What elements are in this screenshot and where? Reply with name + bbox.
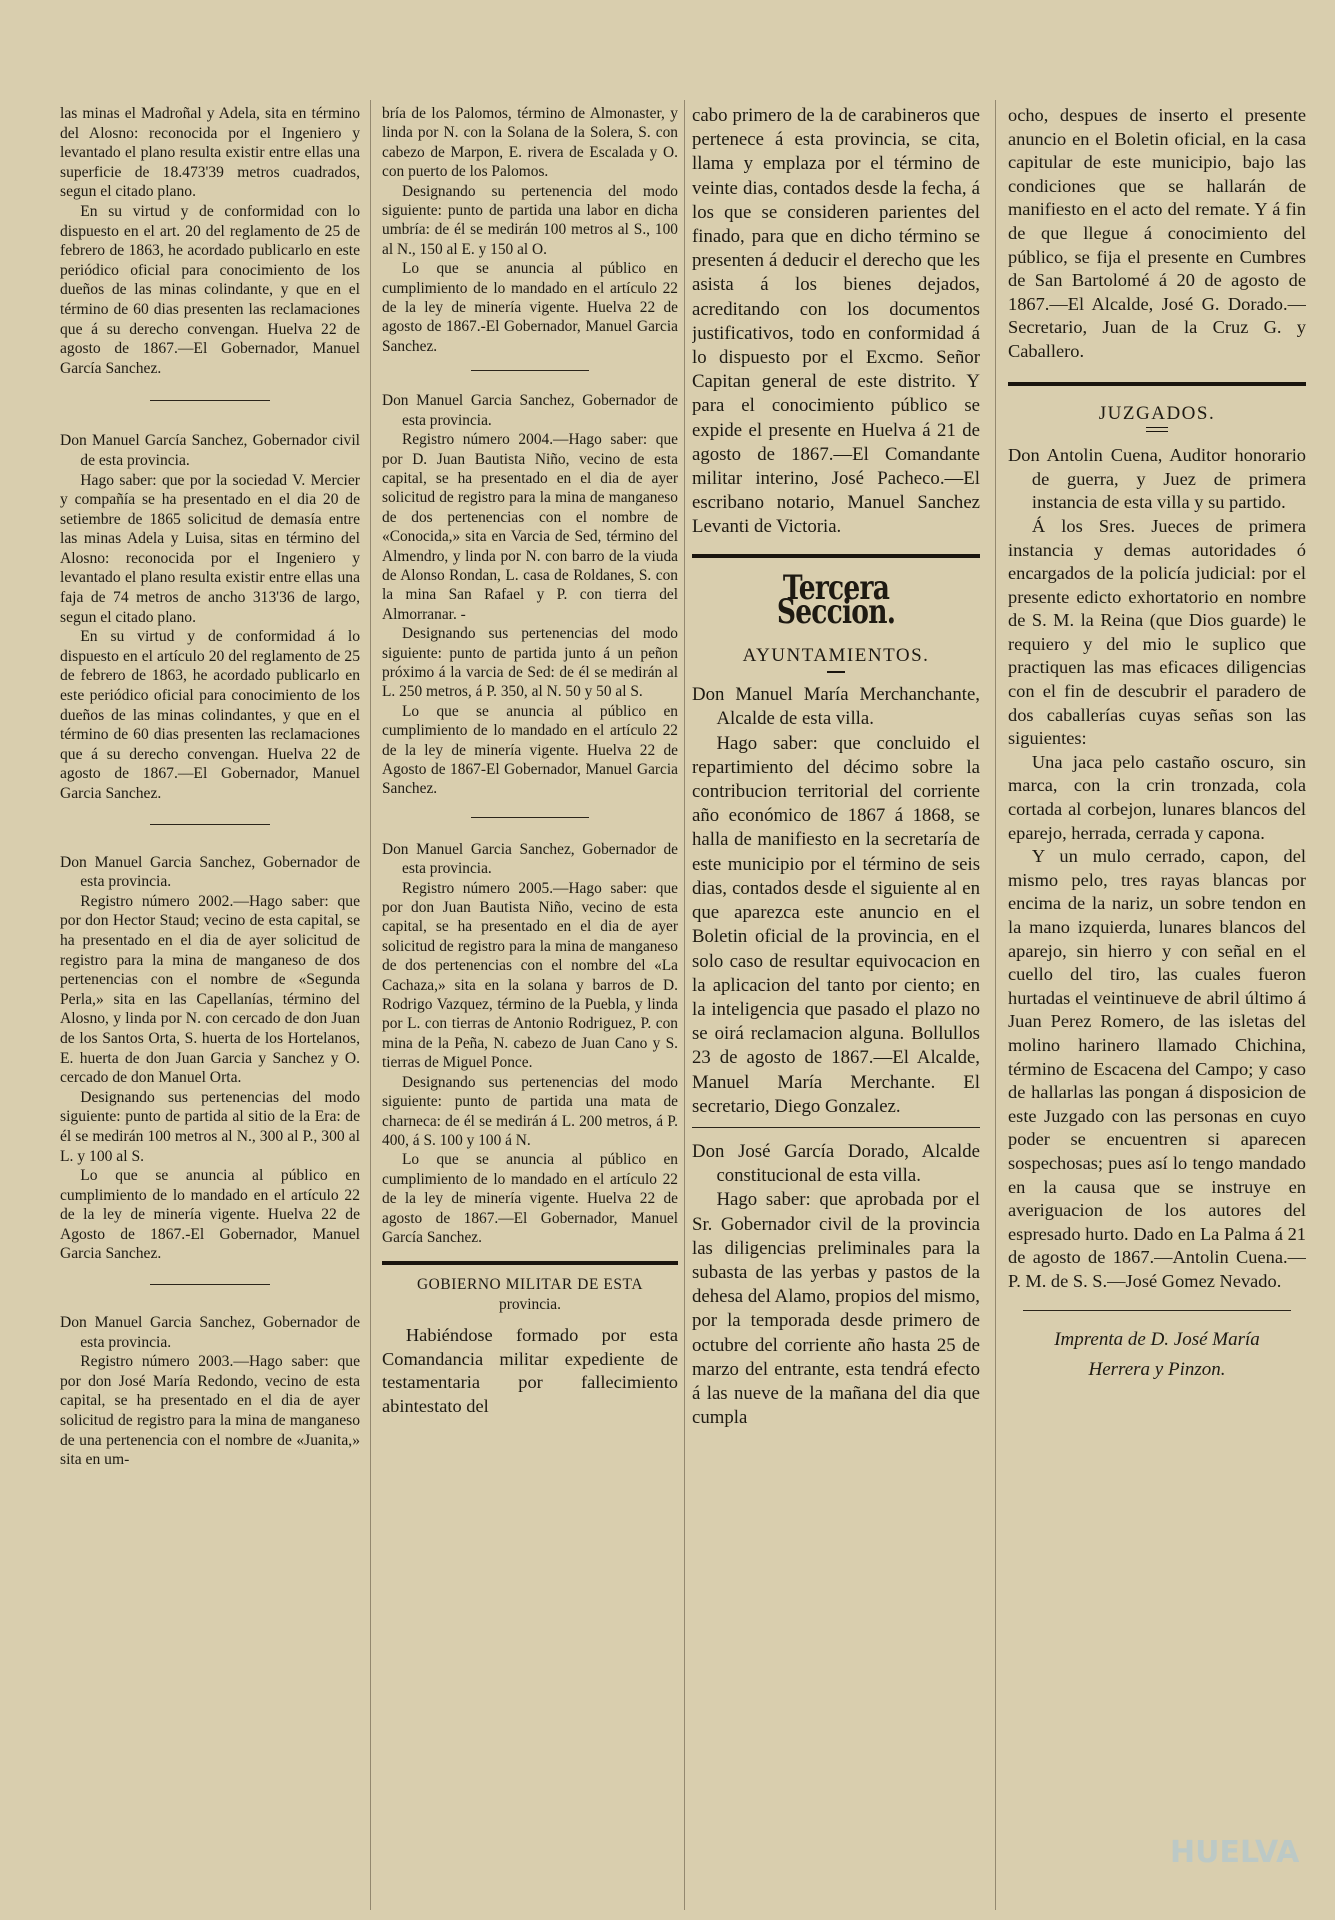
paragraph: Lo que se anuncia al público en cumplimiento de lo mandado en el artículo 22 de la ley de minería vigente. Huelva 22 de Agosto de 1867-El Gobernador, Manuel Garcia Sanchez. — [382, 702, 678, 798]
library-watermark: HUELVA — [1170, 1835, 1300, 1870]
notice-header: Don Manuel María Merchanchante, Alcalde de esta villa. — [692, 684, 980, 730]
notice-header: Don Manuel Garcia Sanchez, Gobernador de esta provincia. — [60, 1314, 360, 1351]
separator — [150, 824, 270, 825]
column-rule — [684, 100, 685, 1910]
separator — [692, 1127, 980, 1128]
paragraph: Hago saber: que por la sociedad V. Mercier y compañía se ha presentado en el dia 20 de setiembre de 1865 solicitud de demasía entre las minas Adela y Luisa, sitas en término del Alosno: reconocida por el Ingeniero y levantado el plano resulta existir entre ellas una faja de 74 metros de ancho 313'36 de largo, segun el citado plano. — [60, 471, 360, 626]
section-heading: AYUNTAMIENTOS. — [742, 645, 930, 667]
heavy-rule — [692, 554, 980, 558]
printer-imprint-line: Herrera y Pinzon. — [1088, 1358, 1226, 1380]
separator — [471, 817, 589, 818]
paragraph: Y un mulo cerrado, capon, del mismo pelo, tres rayas blancas por encima de la nariz, un sobre tendon en la mano izquierda, lunares blancos del aparejo, sin hierro y con señal en el cuello del tiro, las cuales fueron hurtadas el veintinueve de abril último á Juan Perez Romero, de las isletas del molino harinero llamado Chichina, término de Escacena del Campo; y caso de hallarlas las pongan á disposicion de este Juzgado con las personas en cuyo poder se encuentren si aparecen sospechosas; pues así lo tengo mandado en la causa que se instruye en averiguacion de los autores del espresado hurto. Dado en La Palma á 21 de agosto de 1867.—Antolin Cuena.—P. M. de S. S.—José Gomez Nevado. — [1008, 846, 1306, 1291]
paragraph: Designando su pertenencia del modo siguiente: punto de partida una labor en dicha umbría: de él se medirán 100 metros al S., 100 al N., 150 al E. y 150 al O. — [382, 182, 678, 258]
heavy-rule — [1008, 382, 1306, 386]
column-1 — [60, 104, 360, 1470]
column-rule — [370, 100, 371, 1910]
paragraph: Á los Sres. Jueces de primera instancia y demas autoridades ó encargados de la policía judicial: por el presente edicto exhortatorio en nombre de S. M. la Reina (que Dios guarde) le requiero y del mio le suplico que practiquen las mas eficaces diligencias con el fin de descubrir el paradero de dos caballerías cuyas señas son las siguientes: — [1008, 515, 1306, 749]
separator — [1023, 1310, 1291, 1311]
column-2 — [382, 104, 678, 1419]
section-heading: JUZGADOS. — [1098, 402, 1216, 424]
paragraph: Una jaca pelo castaño oscuro, sin marca, con la crin tronzada, cola cortada al corbejon, lunares blancos del eparejo, herrada, cerrada y capona. — [1008, 751, 1306, 843]
paragraph: ocho, despues de inserto el presente anuncio en el Boletin oficial, en la casa capitular de este municipio, bajo las condiciones que se hallarán de manifiesto en el acto del remate. Y á fin de que llegue á conocimiento del público, se fija el presente en Cumbres de San Bartolomé á 20 de agosto de 1867.—El Alcalde, José G. Dorado.—Secretario, Juan de la Cruz G. y Caballero. — [1008, 105, 1306, 361]
printer-imprint — [1008, 1325, 1306, 1385]
paragraph: En su virtud y de conformidad á lo dispuesto en el artículo 20 del reglamento de 25 de febrero de 1863, he acordado publicarlo en este periódico oficial para conocimiento de los dueños de las minas colindantes, y que en el término de 60 dias presenten las reclamaciones que á su derecho convengan. Huelva 22 de agosto de 1867.—El Gobernador, Manuel Garcia Sanchez. — [60, 628, 360, 802]
paragraph: las minas el Madroñal y Adela, sita en término del Alosno: reconocida por el Ingeniero y levantado el plano resulta existir entre ellas una superficie de 18.473'39 metros cuadrados, segun el citado plano. — [60, 105, 360, 201]
section-title: Tercera Seccion. — [776, 567, 896, 632]
paragraph: Registro número 2005.—Hago saber: que por don Juan Bautista Niño, vecino de esta capital, se ha presentado en el dia de ayer solicitud de registro para la mina de manganeso de dos pertenencias con el nombre del «La Cachaza,» sita en la solana y barros de D. Rodrigo Vazquez, término de la Puebla, y linda por L. con tierras de Antonio Rodriguez, P. con mina de la Peña, N. cabezo de Juan Cano y S. tierras de Miguel Ponce. — [382, 879, 678, 1072]
paragraph: Registro número 2004.—Hago saber: que por D. Juan Bautista Niño, vecino de esta capital, se ha presentado en el dia de ayer solicitud de registro para la mina de manganeso de dos pertenencias con el nombre de «Conocida,» sita en Varcia de Sed, término del Almendro, y linda por N. con barro de la viuda de Alonso Rondan, L. casa de Roldanes, S. con la mina San Rafael y P. con tierra del Almorranar. - — [382, 431, 678, 623]
paragraph: Lo que se anuncia al público en cumplimiento de lo mandado en el artículo 22 de la ley de minería vigente. Huelva 22 de Agosto de 1867.-El Gobernador, Manuel Garcia Sanchez. — [60, 1167, 360, 1263]
paragraph: Designando sus pertenencias del modo siguiente: punto de partida al sitio de la Era: de él se medirán 100 metros al N., 300 al P., 300 al L. y 100 al S. — [60, 1088, 360, 1165]
paragraph: En su virtud y de conformidad con lo dispuesto en el art. 20 del reglamento de 25 de febrero de 1863, he acordado publicarlo en este periódico oficial para conocimiento de los dueños de las minas colindante, y que en el término de 60 dias presenten las reclamaciones que á su derecho convengan. Huelva 22 de agosto de 1867.—El Gobernador, Manuel García Sanchez. — [60, 202, 360, 377]
paragraph: Hago saber: que aprobada por el Sr. Gobernador civil de la provincia las diligencias preliminales para la subasta de las yerbas y pastos de la dehesa del Alamo, propios del mismo, por la temporada desde primero de octubre del corriente año hasta 25 de marzo del entrante, esta tendrá efecto á las nueve de la mañana del dia que cumpla — [692, 1189, 980, 1429]
notice-header: Don Manuel García Sanchez, Gobernador civil de esta provincia. — [60, 432, 360, 469]
paragraph: Hago saber: que concluido el repartimiento del décimo sobre la contribucion territorial del corriente año económico de 1867 á 1868, se halla de manifiesto en la secretaría de este municipio por el término de seis dias, contados desde el siguiente al en que aparezca este anuncio en el Boletin oficial de la provincia, en el solo caso de resultar equivocacion en la aplicacion del tanto por ciento; en la inteligencia que pasado el plazo no se oirá reclamacion alguna. Bollullos 23 de agosto de 1867.—El Alcalde, Manuel María Merchante. El secretario, Diego Gonzalez. — [692, 732, 980, 1117]
paragraph: cabo primero de la de carabineros que pertenece á esta provincia, se cita, llama y emplaza por el término de veinte dias, contados desde la fecha, á los que se consideren parientes del finado, para que en dicho término se presenten á deducir el derecho que les asista á los bienes dejados, acreditando con los documentos justificativos, todo en conformidad á lo dispuesto por el Excmo. Señor Capitan general de este distrito. Y para el conocimiento público se expide el presente en Huelva á 21 de agosto de 1867.—El Comandante militar interino, José Pacheco.—El escribano notario, Manuel Sanchez Levanti de Victoria. — [692, 105, 980, 538]
paragraph: Habiéndose formado por esta Comandancia militar expediente de testamentaria por fallecimiento abintestato del — [382, 1325, 678, 1416]
notice-header: Don Manuel Garcia Sanchez, Gobernador de esta provincia. — [382, 392, 678, 429]
paragraph: Registro número 2002.—Hago saber: que por don Hector Staud; vecino de esta capital, se ha presentado en el dia de ayer solicitud de registro para la mina de manganeso de dos pertenencias con el nombre de «Segunda Perla,» sita en las Capellanías, término del Alosno, y linda por N. con cercado de don Juan de los Santos Orta, S. huerta de los Hortelanos, E. huerta de don Juan Garcia y Sanchez y O. cercado de don Manuel Orta. — [60, 892, 360, 1087]
separator — [150, 1284, 270, 1285]
notice-header: Don José García Dorado, Alcalde constitucional de esta villa. — [692, 1140, 980, 1187]
paragraph: Designando sus pertenencias del modo siguiente: punto de partida junto á un peñon próximo á la varcia de Sed: de él se medirán al L. 250 metros, á P. 350, al N. 50 y 50 al S. — [382, 625, 678, 701]
notice-header: Don Manuel Garcia Sanchez, Gobernador de esta provincia. — [60, 853, 360, 891]
separator — [471, 370, 589, 371]
printer-imprint-line: Imprenta de D. José María — [1054, 1328, 1260, 1350]
separator — [150, 400, 270, 401]
section-subheading: provincia. — [499, 1295, 561, 1313]
heavy-rule — [382, 1261, 678, 1265]
short-rule — [827, 671, 845, 673]
notice-header: Don Antolin Cuena, Auditor honorario de guerra, y Juez de primera instancia de esta villa y su partido. — [1008, 445, 1306, 513]
paragraph: Registro número 2003.—Hago saber: que por don José María Redondo, vecino de esta capital, se ha presentado en el dia de ayer solicitud de registro para la mina de manganeso de una pertenencia con el nombre de «Juanita,» sita en um- — [60, 1353, 360, 1469]
double-rule — [1146, 427, 1168, 432]
notice-header: Don Manuel Garcia Sanchez, Gobernador de esta provincia. — [382, 840, 678, 878]
column-rule — [995, 100, 996, 1910]
column-4 — [1008, 104, 1306, 1385]
paragraph: bría de los Palomos, término de Almonaster, y linda por N. con la Solana de la Solera, S. con cabezo de Marpon, E. rivera de Escalada y O. con puerto de los Palomos. — [382, 105, 678, 181]
paragraph: Lo que se anuncia al público en cumplimiento de lo mandado en el artículo 22 de la ley de minería vigente. Huelva 22 de agosto de 1867.-El Gobernador, Manuel Garcia Sanchez. — [382, 260, 678, 355]
column-3 — [692, 104, 980, 1430]
paragraph: Designando sus pertenencias del modo siguiente: punto de partida una mata de charneca: de él se medirán á L. 200 metros, á P. 400, á S. 100 y 100 á N. — [382, 1073, 678, 1149]
paragraph: Lo que se anuncia al público en cumplimiento de lo mandado en el artículo 22 de la ley de minería vigente. Huelva 22 de agosto de 1867.—El Gobernador, Manuel García Sanchez. — [382, 1151, 678, 1246]
section-heading: GOBIERNO MILITAR DE ESTA — [416, 1276, 644, 1294]
